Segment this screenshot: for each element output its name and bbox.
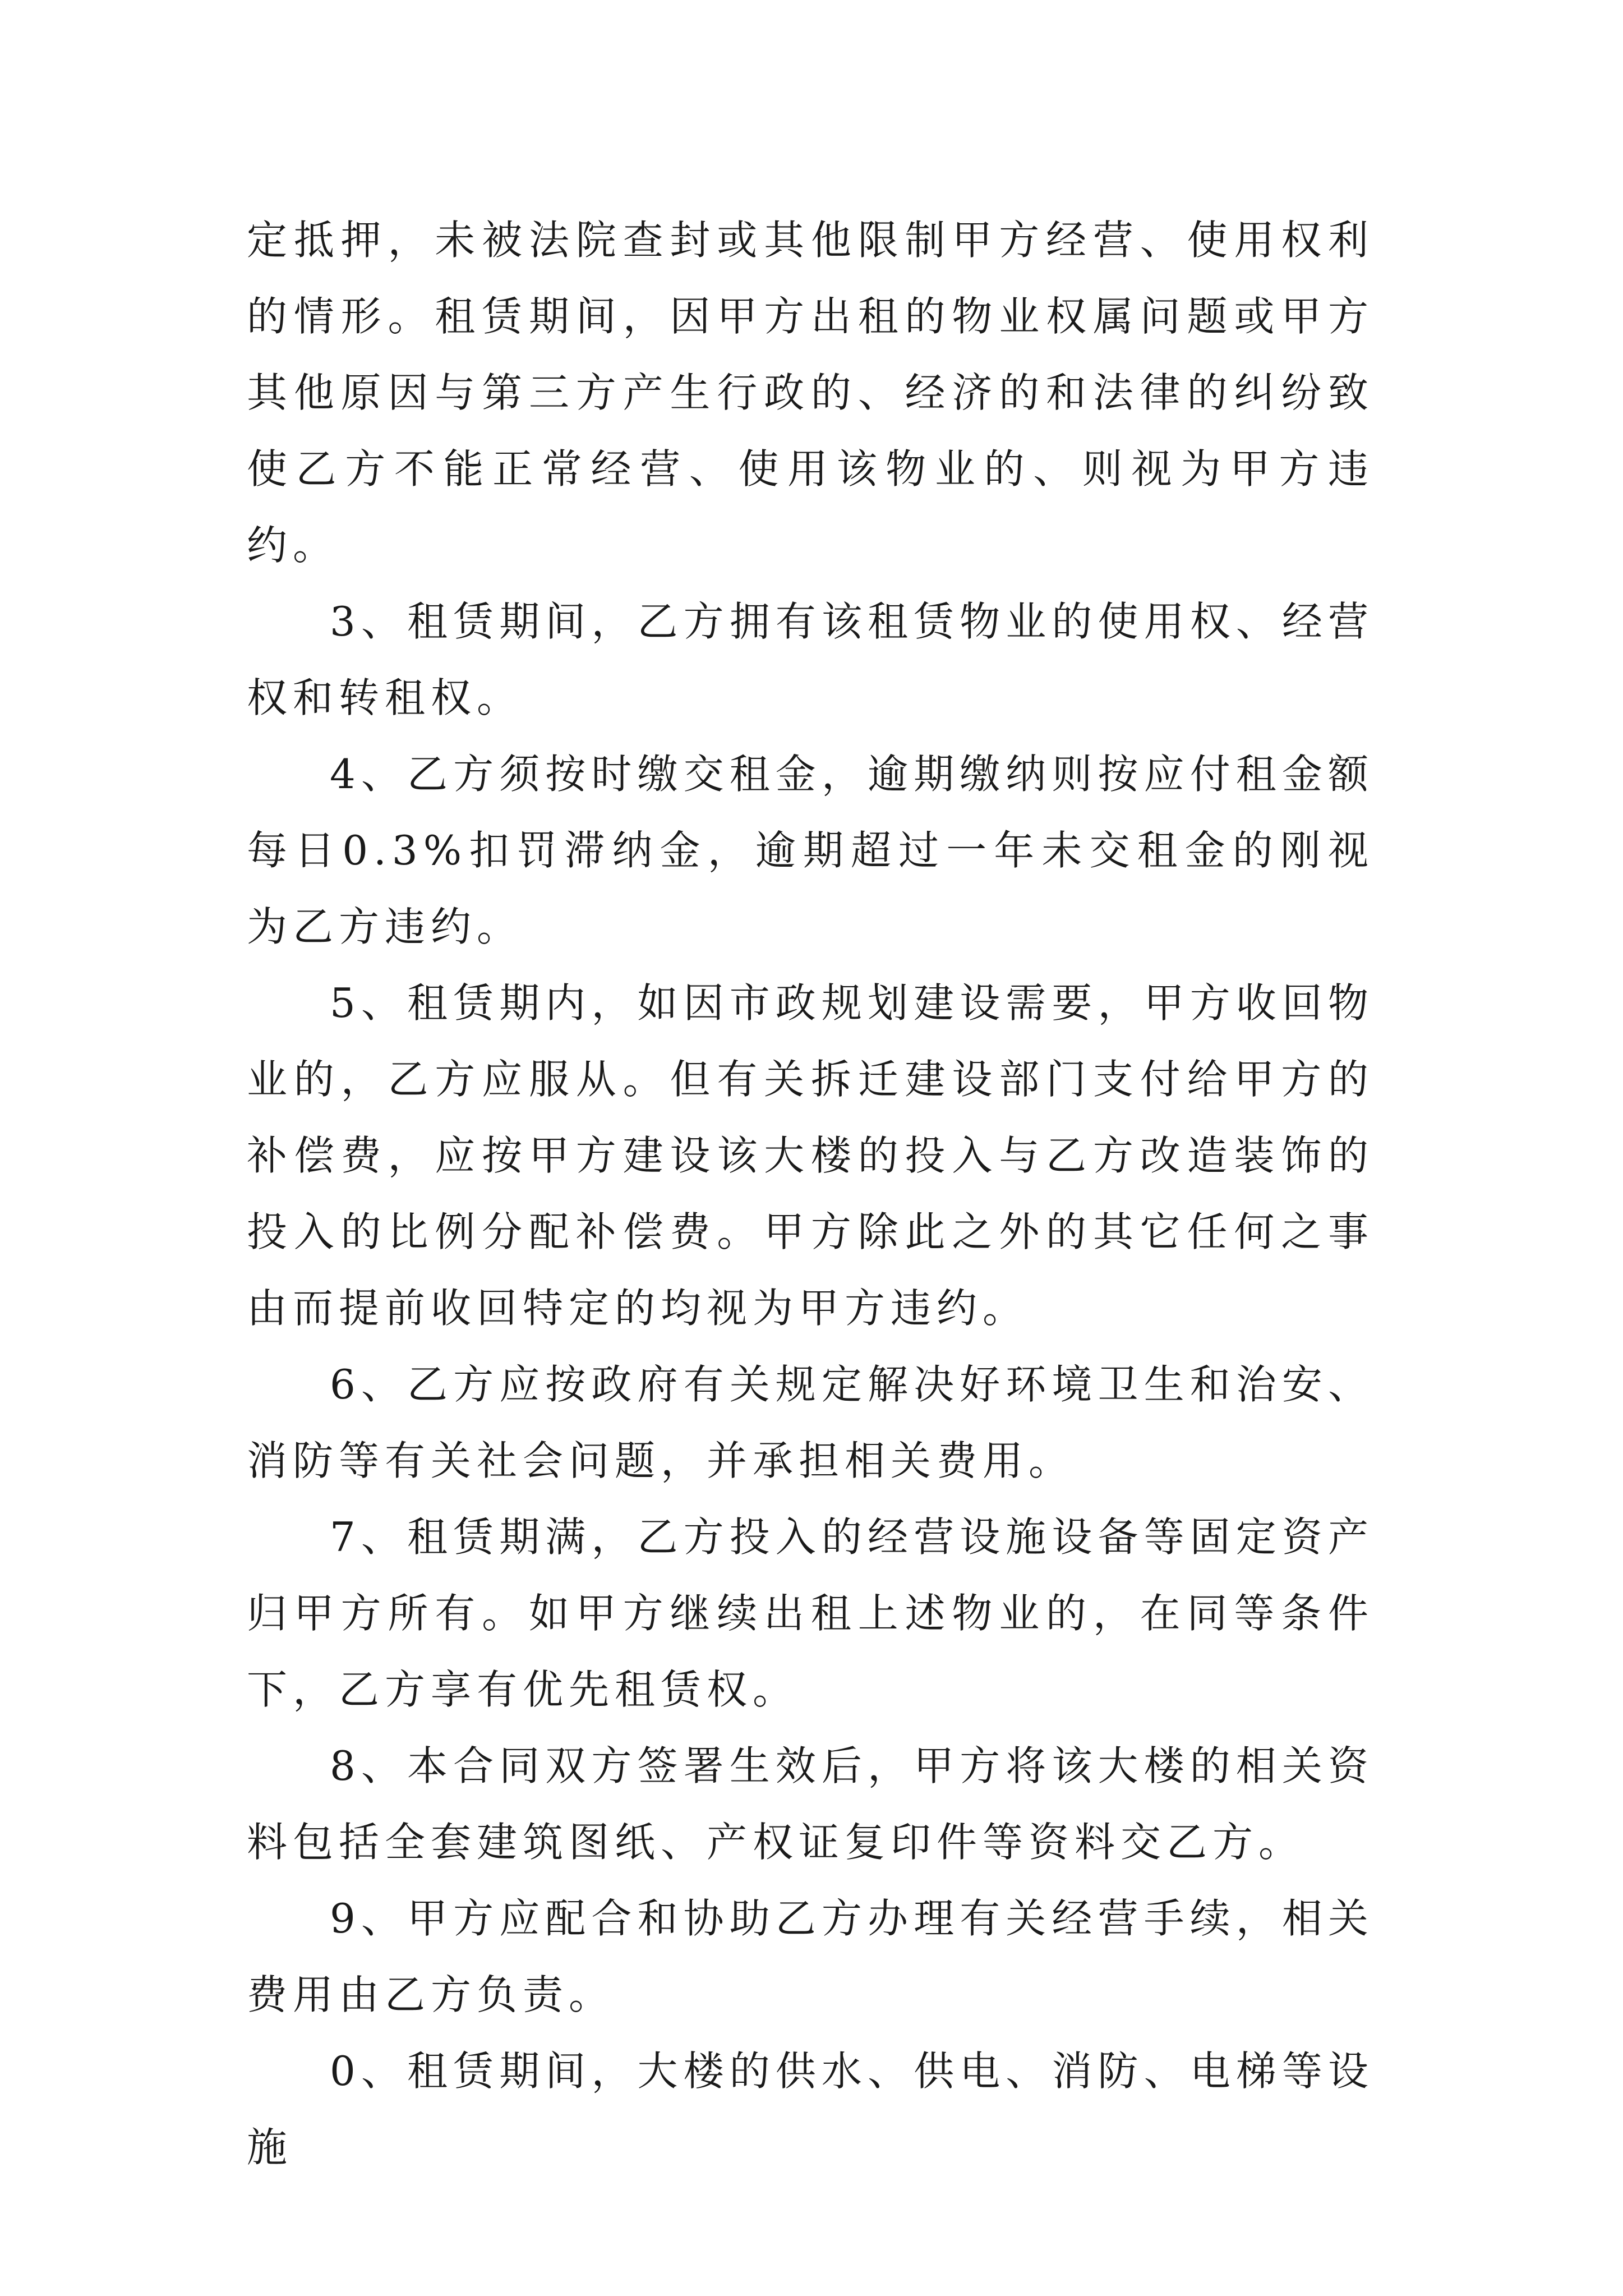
paragraph-clause-5: 5、租赁期内，如因市政规划建设需要，甲方收回物业的，乙方应服从。但有关拆迁建设部门支付给甲方的补偿费，应按甲方建设该大楼的投入与乙方改造装饰的投入的比例分配补偿费。甲方除此之外的其它任何之事由而提前收回特定的均视为甲方违约。 [247, 979, 1374, 1332]
paragraph-clause-4: 4、乙方须按时缴交租金，逾期缴纳则按应付租金额每日0.3%扣罚滞纳金，逾期超过一年未交租金的刚视为乙方违约。 [247, 751, 1374, 950]
paragraph-clause-7: 7、租赁期满，乙方投入的经营设施设备等固定资产归甲方所有。如甲方继续出租上述物业的，在同等条件下，乙方享有优先租赁权。 [247, 1513, 1374, 1713]
document-body [247, 202, 1374, 2185]
paragraph-clause-8: 8、本合同双方签署生效后，甲方将该大楼的相关资料包括全套建筑图纸、产权证复印件等资料交乙方。 [247, 1742, 1374, 1866]
paragraph-clause-9: 9、甲方应配合和协助乙方办理有关经营手续，相关费用由乙方负责。 [247, 1895, 1374, 2018]
paragraph-clause-6: 6、乙方应按政府有关规定解决好环境卫生和治安、消防等有关社会问题，并承担相关费用。 [247, 1361, 1374, 1484]
paragraph-clause-3: 3、租赁期间，乙方拥有该租赁物业的使用权、经营权和转租权。 [247, 598, 1374, 721]
paragraph-continuation: 定抵押，未被法院查封或其他限制甲方经营、使用权利的情形。租赁期间，因甲方出租的物业权属问题或甲方其他原因与第三方产生行政的、经济的和法律的纠纷致使乙方不能正常经营、使用该物业的、则视为甲方违约。 [247, 217, 1374, 569]
paragraph-clause-10: 0、租赁期间，大楼的供水、供电、消防、电梯等设施 [247, 2047, 1374, 2171]
